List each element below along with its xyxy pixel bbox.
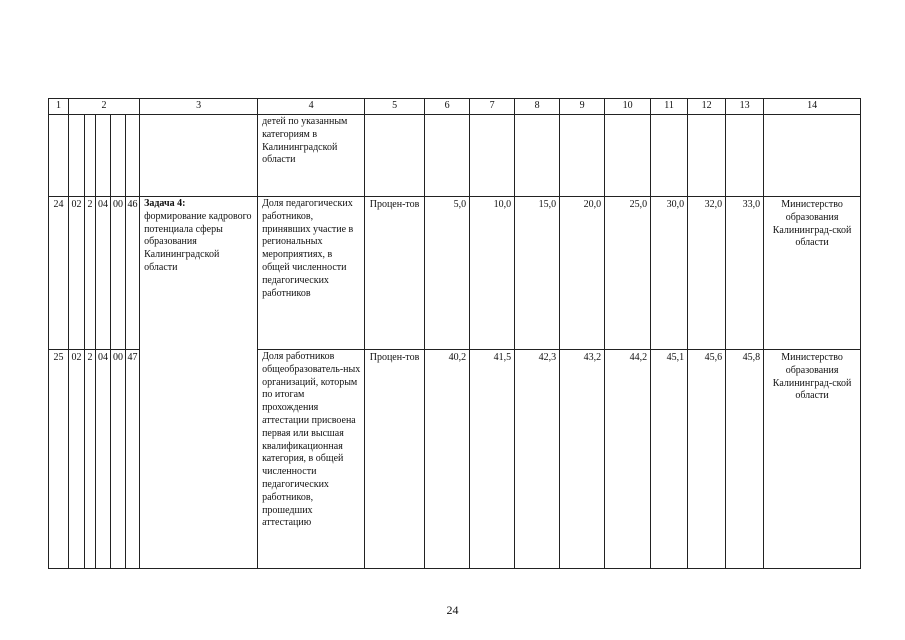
value-cell: 45,1 [651,350,688,569]
ministry-cell: Министерство образования Калининград-ской области [764,350,861,569]
value-cell: 45,6 [688,350,726,569]
header-cell: 6 [425,99,470,115]
value-cell: 41,5 [470,350,515,569]
value-cell: 5,0 [425,197,470,350]
header-cell: 12 [688,99,726,115]
continuation-row [49,115,861,197]
row-number: 25 [49,350,69,569]
page-number: 24 [446,603,459,617]
header-cell: 11 [651,99,688,115]
value-cell: 25,0 [605,197,651,350]
indicator-cell: Доля работников общеобразователь-ных организаций, которым по итогам прохождения аттестации присвоена первая или высшая квалификационная категория, в общей численности педагогических работников, прошедших аттестацию [258,350,365,569]
header-cell: 13 [726,99,764,115]
header-cell: 1 [49,99,69,115]
header-cell: 8 [515,99,560,115]
value-cell: 44,2 [605,350,651,569]
value-cell: 30,0 [651,197,688,350]
code-cell: 00 [111,350,126,569]
task-cell [140,197,258,569]
code-cell: 04 [96,350,111,569]
header-cell: 9 [560,99,605,115]
value-cell: 33,0 [726,197,764,350]
code-cell: 02 [69,197,85,350]
code-cell: 2 [85,350,96,569]
code-cell: 47 [126,350,140,569]
indicators-table [48,98,861,569]
header-row [49,99,861,115]
value-cell: 45,8 [726,350,764,569]
code-cell: 46 [126,197,140,350]
value-cell: 42,3 [515,350,560,569]
value-cell: 20,0 [560,197,605,350]
value-cell: 32,0 [688,197,726,350]
code-cell: 00 [111,197,126,350]
unit-cell: Процен-тов [365,197,425,350]
unit-cell: Процен-тов [365,350,425,569]
header-cell: 14 [764,99,861,115]
value-cell: 10,0 [470,197,515,350]
value-cell: 40,2 [425,350,470,569]
indicator-cell: Доля педагогических работников, принявших участие в региональных мероприятиях, в общей численности педагогических работников [258,197,365,350]
indicator-continuation: детей по указанным категориям в Калининградской области [258,115,365,197]
header-cell: 7 [470,99,515,115]
task-text: формирование кадрового потенциала сферы образования Калининградской области [144,210,252,273]
header-cell: 10 [605,99,651,115]
ministry-cell: Министерство образования Калининград-ской области [764,197,861,350]
task-label: Задача 4: [144,198,186,209]
row-number: 24 [49,197,69,350]
value-cell: 43,2 [560,350,605,569]
code-cell: 02 [69,350,85,569]
table-row [49,197,861,350]
header-cell: 3 [140,99,258,115]
header-cell: 5 [365,99,425,115]
header-cell: 4 [258,99,365,115]
value-cell: 15,0 [515,197,560,350]
code-cell: 2 [85,197,96,350]
code-cell: 04 [96,197,111,350]
header-cell: 2 [69,99,140,115]
